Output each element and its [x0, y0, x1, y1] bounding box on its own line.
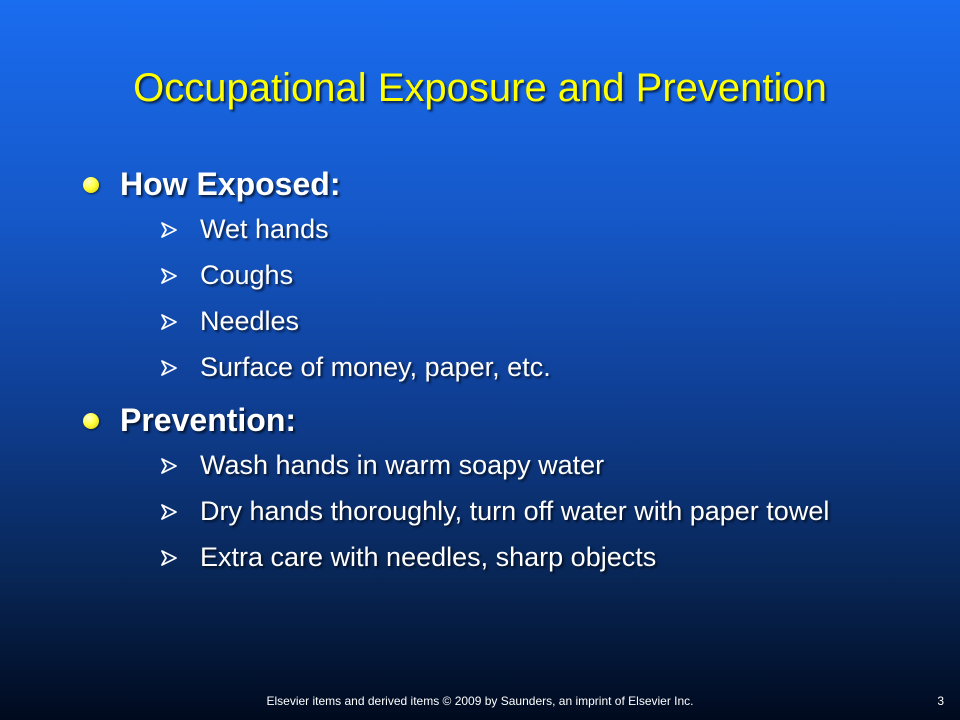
list-item-text: Surface of money, paper, etc. — [200, 352, 551, 382]
arrow-bullet-icon — [160, 457, 178, 475]
section-label: How Exposed: — [120, 166, 341, 202]
list-item — [160, 258, 920, 292]
arrow-bullet-icon — [160, 549, 178, 567]
arrow-bullet-icon — [160, 503, 178, 521]
list-item-text: Extra care with needles, sharp objects — [200, 542, 657, 572]
list-item — [160, 212, 920, 246]
list-item — [160, 350, 920, 384]
list-item-text: Coughs — [200, 260, 294, 290]
list-item-text: Dry hands thoroughly, turn off water with paper towel — [200, 496, 830, 526]
copyright-footer: Elsevier items and derived items © 2009 by Saunders, an imprint of Elsevier Inc. — [266, 694, 694, 708]
list-item — [160, 540, 920, 574]
list-item — [160, 494, 920, 528]
arrow-bullet-icon — [160, 267, 178, 285]
list-item — [160, 448, 920, 482]
arrow-bullet-icon — [160, 359, 178, 377]
section-prevention — [80, 396, 920, 574]
list-item-text: Wash hands in warm soapy water — [200, 450, 605, 480]
round-bullet-icon — [83, 413, 99, 429]
list-item-text: Needles — [200, 306, 300, 336]
section-how-exposed — [80, 160, 920, 384]
list-item-text: Wet hands — [200, 214, 329, 244]
sub-bullet-list — [120, 212, 920, 384]
bullet-list — [80, 160, 920, 586]
slide-title: Occupational Exposure and Prevention — [133, 66, 827, 110]
section-label: Prevention: — [120, 402, 297, 438]
round-bullet-icon — [83, 177, 99, 193]
arrow-bullet-icon — [160, 313, 178, 331]
sub-bullet-list — [120, 448, 920, 574]
list-item — [160, 304, 920, 338]
page-number: 3 — [937, 694, 944, 708]
arrow-bullet-icon — [160, 221, 178, 239]
